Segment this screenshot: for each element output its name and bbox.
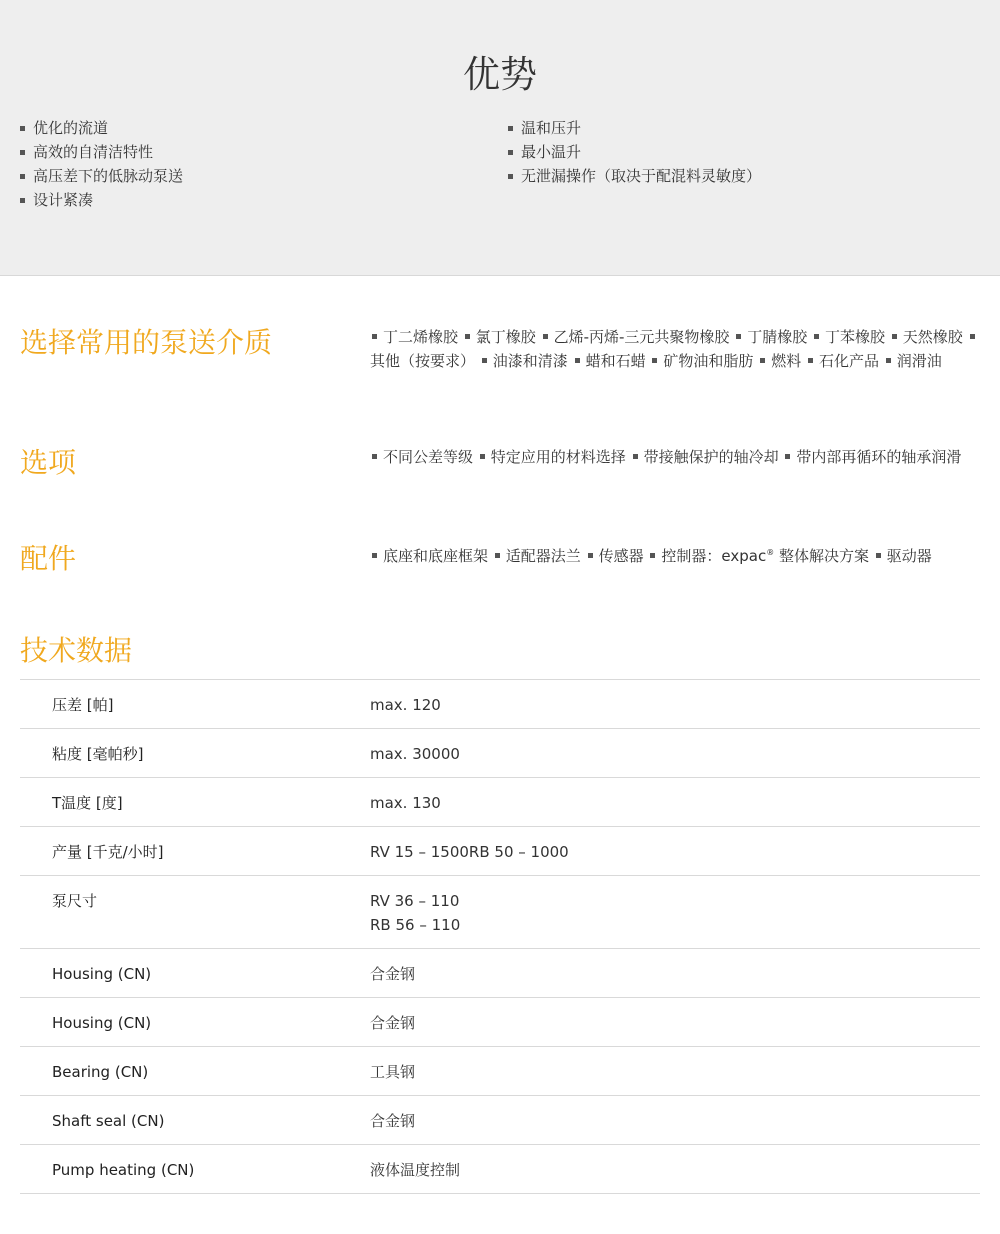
media-item: 燃料: [771, 352, 802, 370]
tech-label: 粘度 [毫帕秒]: [52, 745, 144, 763]
bullet-icon: [588, 553, 593, 558]
benefit-item: 高效的自清洁特性: [20, 140, 183, 164]
table-row: [20, 876, 980, 949]
media-item: 其他（按要求）: [370, 352, 476, 370]
tech-value: [370, 742, 980, 766]
tech-value: [370, 1109, 980, 1133]
media-item: 矿物油和脂肪: [663, 352, 754, 370]
tech-value-line: RB 56 – 110: [370, 916, 461, 934]
bullet-icon: [495, 553, 500, 558]
tech-value-line: max. 30000: [370, 745, 460, 763]
tech-label: 泵尺寸: [52, 892, 98, 910]
table-row: [20, 1145, 980, 1194]
media-item: 石化产品: [818, 352, 879, 370]
bullet-icon: [575, 358, 580, 363]
accessory-item: 传感器: [598, 547, 644, 565]
tech-value-line: 工具钢: [370, 1063, 416, 1081]
bullet-icon: [465, 334, 470, 339]
table-row: [20, 1047, 980, 1096]
tech-value-line: 合金钢: [370, 965, 416, 983]
bullet-icon: [736, 334, 741, 339]
media-item: 氯丁橡胶: [475, 328, 536, 346]
benefit-item: 最小温升: [508, 140, 761, 164]
media-title: 选择常用的泵送介质: [20, 326, 273, 359]
bullet-icon: [482, 358, 487, 363]
table-row: [20, 680, 980, 729]
tech-value: [370, 1060, 980, 1084]
tech-value: [370, 962, 980, 986]
registered-mark: ®: [766, 548, 775, 557]
tech-label: 产量 [千克/小时]: [52, 843, 164, 861]
bullet-icon: [808, 358, 813, 363]
tech-label: Housing (CN): [52, 965, 152, 983]
table-row: [20, 1096, 980, 1145]
tech-value: [370, 791, 980, 815]
benefits-title: 优势: [463, 53, 537, 96]
accessory-item: 整体解决方案: [778, 547, 869, 565]
benefit-item: 温和压升: [508, 116, 761, 140]
bullet-icon: [633, 454, 638, 459]
table-row: [20, 949, 980, 998]
tech-value-line: max. 130: [370, 794, 441, 812]
bullet-icon: [886, 358, 891, 363]
media-item: 乙烯-丙烯-三元共聚物橡胶: [553, 328, 730, 346]
benefit-item: 无泄漏操作（取决于配混料灵敏度）: [508, 164, 761, 188]
media-item: 丁腈橡胶: [747, 328, 808, 346]
media-item: 润滑油: [896, 352, 942, 370]
media-item: 油漆和清漆: [492, 352, 568, 370]
option-item: 特定应用的材料选择: [490, 448, 626, 466]
accessories-title: 配件: [20, 542, 77, 575]
benefit-item: 优化的流道: [20, 116, 183, 140]
media-item: 蜡和石蜡: [585, 352, 646, 370]
tech-value: [370, 693, 980, 717]
bullet-icon: [372, 454, 377, 459]
tech-value-line: 合金钢: [370, 1112, 416, 1130]
bullet-icon: [876, 553, 881, 558]
tech-value: [370, 889, 980, 937]
media-item: 丁苯橡胶: [825, 328, 886, 346]
table-row: [20, 827, 980, 876]
benefits-list-right: [508, 116, 761, 188]
tech-title: 技术数据: [20, 634, 133, 667]
tech-value-line: RV 15 – 1500RB 50 – 1000: [370, 843, 569, 861]
accessories-list: [370, 541, 982, 568]
tech-table: [20, 679, 980, 1194]
tech-value: [370, 1158, 980, 1182]
bullet-icon: [480, 454, 485, 459]
tech-value-line: RV 36 – 110: [370, 892, 460, 910]
table-row: [20, 998, 980, 1047]
accessory-item: 底座和底座框架: [383, 547, 489, 565]
bullet-icon: [785, 454, 790, 459]
tech-value-line: max. 120: [370, 696, 441, 714]
tech-value-line: 合金钢: [370, 1014, 416, 1032]
table-row: [20, 778, 980, 827]
tech-label: 压差 [帕]: [52, 696, 114, 714]
options-title: 选项: [20, 446, 77, 479]
table-row: [20, 729, 980, 778]
media-item: 丁二烯橡胶: [383, 328, 459, 346]
accessory-item: 适配器法兰: [505, 547, 581, 565]
media-list: [370, 325, 982, 373]
bullet-icon: [814, 334, 819, 339]
bullet-icon: [652, 358, 657, 363]
accessory-item: 控制器：expac: [661, 547, 767, 565]
benefit-item: 高压差下的低脉动泵送: [20, 164, 183, 188]
bullet-icon: [892, 334, 897, 339]
tech-label: Housing (CN): [52, 1014, 152, 1032]
bullet-icon: [372, 553, 377, 558]
bullet-icon: [760, 358, 765, 363]
benefit-item: 设计紧凑: [20, 188, 183, 212]
bullet-icon: [372, 334, 377, 339]
bullet-icon: [543, 334, 548, 339]
option-item: 不同公差等级: [383, 448, 474, 466]
tech-label: T温度 [度]: [52, 794, 123, 812]
option-item: 带内部再循环的轴承润滑: [796, 448, 962, 466]
tech-label: Shaft seal (CN): [52, 1112, 165, 1130]
option-item: 带接触保护的轴冷却: [643, 448, 779, 466]
tech-value: [370, 840, 980, 864]
benefits-panel: [0, 0, 1000, 276]
tech-label: Pump heating (CN): [52, 1161, 195, 1179]
benefits-list-left: [20, 116, 183, 212]
tech-value: [370, 1011, 980, 1035]
bullet-icon: [650, 553, 655, 558]
tech-label: Bearing (CN): [52, 1063, 149, 1081]
tech-value-line: 液体温度控制: [370, 1161, 461, 1179]
bullet-icon: [970, 334, 975, 339]
media-item: 天然橡胶: [902, 328, 963, 346]
accessory-item: 驱动器: [886, 547, 932, 565]
options-list: [370, 445, 982, 469]
